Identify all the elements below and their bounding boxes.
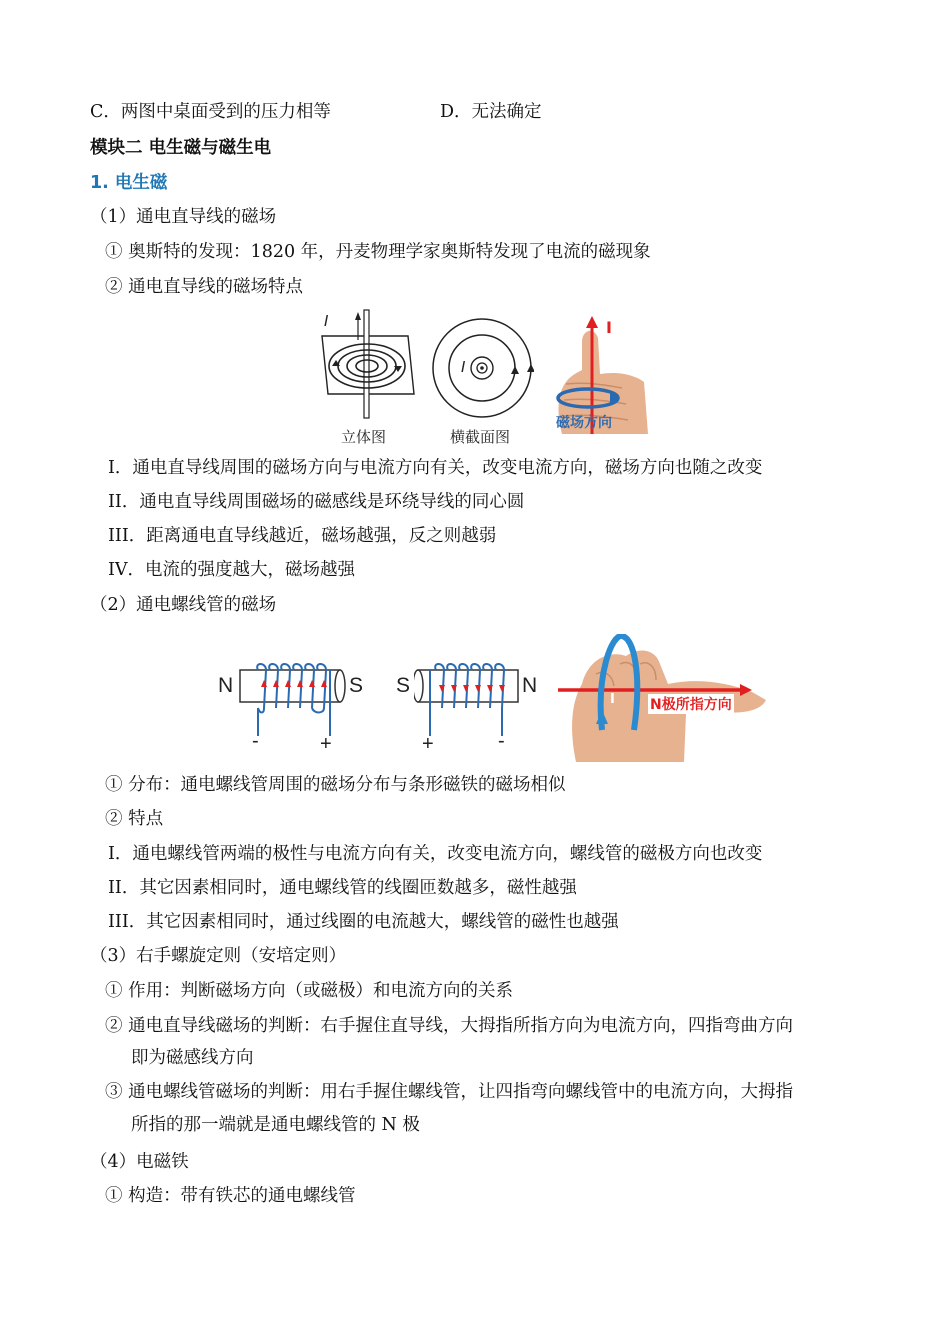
electromagnet-heading: （4）电磁铁 [90,1152,189,1172]
oersted-item: ① 奥斯特的发现：1820 年，丹麦物理学家奥斯特发现了电流的磁现象 [105,242,651,262]
option-d: D．无法确定 [440,102,542,122]
caption-3d: 立体图 [341,428,387,446]
coil1-left-pole: N [218,674,234,697]
section-title: 1. 电生磁 [90,173,168,193]
wire-feature-item: ② 通电直导线的磁场特点 [105,277,304,297]
rule-wire-line2: 即为磁感线方向 [131,1048,254,1068]
coil1-plus: + [320,733,332,755]
solenoid-point-1: I．通电螺线管两端的极性与电流方向有关，改变电流方向，螺线管的磁极方向也改变 [108,844,763,864]
electromagnet-structure: ① 构造：带有铁芯的通电螺线管 [105,1186,356,1206]
hand-field-label: 磁场方向 [556,415,612,431]
n-pole-direction-label: N极所指方向 [648,694,734,714]
coil2-right-pole: N [522,674,538,697]
wire-point-1: I．通电直导线周围的磁场方向与电流方向有关，改变电流方向，磁场方向也随之改变 [108,458,763,478]
straight-wire-heading: （1）通电直导线的磁场 [90,207,277,227]
wire-point-3: III．距离通电直导线越近，磁场越强，反之则越弱 [108,526,497,546]
option-c: C．两图中桌面受到的压力相等 [90,102,331,122]
rule-wire-line1: ② 通电直导线磁场的判断：右手握住直导线，大拇指所指方向为电流方向，四指弯曲方向 [105,1016,794,1036]
solenoid-point-2: II．其它因素相同时，通电螺线管的线圈匝数越多，磁性越强 [108,878,577,898]
wire-point-2: II．通电直导线周围磁场的磁感线是环绕导线的同心圆 [108,492,525,512]
coil2-plus: + [422,733,434,755]
rule-purpose: ① 作用：判断磁场方向（或磁极）和电流方向的关系 [105,981,514,1001]
solenoid-features: ② 特点 [105,809,164,829]
wire-3d-diagram [318,308,418,420]
wire-current-label: I [324,312,329,330]
coil1-minus: - [252,730,259,752]
hand-current-label: I [606,318,612,337]
coil2-minus: - [498,730,505,752]
solenoid-heading: （2）通电螺线管的磁场 [90,595,277,615]
caption-cross: 横截面图 [450,428,511,446]
hand-solenoid-current: I [610,692,615,707]
coil1-right-pole: S [349,674,364,697]
rule-solenoid-line1: ③ 通电螺线管磁场的判断：用右手握住螺线管，让四指弯向螺线管中的电流方向，大拇指 [105,1082,794,1102]
solenoid-point-3: III．其它因素相同时，通过线圈的电流越大，螺线管的磁性也越强 [108,912,619,932]
cross-current-label: I [461,358,466,376]
solenoid-distribution: ① 分布：通电螺线管周围的磁场分布与条形磁铁的磁场相似 [105,775,566,795]
coil2-left-pole: S [396,674,411,697]
right-hand-rule-heading: （3）右手螺旋定则（安培定则） [90,946,347,966]
wire-cross-section-diagram [430,316,534,420]
module-title: 模块二 电生磁与磁生电 [90,138,272,158]
rule-solenoid-line2: 所指的那一端就是通电螺线管的 N 极 [131,1115,420,1135]
wire-point-4: IV．电流的强度越大，磁场越强 [108,560,356,580]
